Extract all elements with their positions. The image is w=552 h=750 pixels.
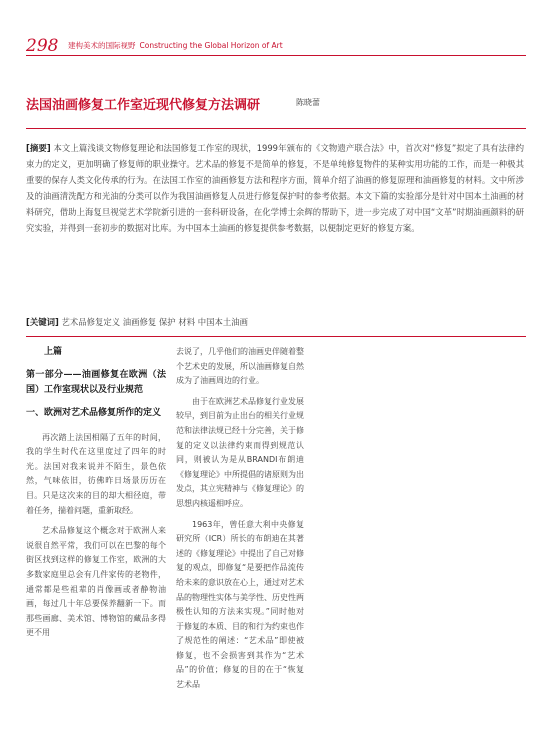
title-rule [26, 128, 526, 129]
abstract-label: [摘要] [26, 143, 51, 153]
running-header [68, 40, 283, 51]
series-title-cn: 建构美术的国际视野 [68, 41, 136, 50]
body-column-right [176, 345, 304, 693]
paragraph: 1963年，曾任意大利中央修复研究所（ICR）所长的布朗迪在其著述的《修复理论》中提出了自己对修复的观点，即修复“是要把作品流传给未来的意识放在心上，通过对艺术品的物理性实体与美学性、历史性两极性认知的方法来实现。”同时他对于修复的本质、目的和行为约束也作了规范性的阐述：“艺术品”即使被修复，也不会损害到其作为“艺术品”的价值；修复的目的在于“恢复艺术品 [176, 519, 304, 690]
series-title-en: Constructing the Global Horizon of Art [139, 41, 283, 50]
paragraph: 去说了，几乎他们的油画史伴随着整个艺术史的发展，所以油画修复自然成为了油画周边的行业。 [176, 347, 304, 386]
paragraph: 艺术品修复这个概念对于欧洲人来说很自然平常，我们可以在巴黎的每个街区找到这样的修复工作室，欧洲的大多数家庭里总会有几件家传的老物件，通常都是些祖辈的肖像画或者静物油画，每过几十年总要保养翻新一下。而那些画廊、美术馆、博物馆的藏品多得更不用 [26, 526, 166, 638]
section-title: 第一部分——油画修复在欧洲（法国）工作室现状以及行业规范 [26, 369, 166, 395]
page-header [26, 36, 526, 58]
part-label: 上篇 [44, 347, 63, 357]
abstract [26, 140, 524, 236]
paragraph: 再次踏上法国相隔了五年的时间，我的学生时代在这里度过了四年的时光。法国对我来说并不陌生，景色依然，气味依旧，彷佛昨日场景历历在目。只是这次来的目的却大相径庭，带着任务，揣着问题，重新取经。 [26, 432, 166, 515]
article-title: 法国油画修复工作室近现代修复方法调研 [26, 98, 261, 113]
header-rule [26, 55, 526, 56]
abstract-rule [26, 336, 526, 337]
keywords-label: [关键词] [26, 317, 59, 327]
keywords-text: 艺术品修复定义 油画修复 保护 材料 中国本土油画 [61, 317, 248, 327]
article-author: 陈晓蕾 [296, 98, 320, 107]
subsection-title: 一、欧洲对艺术品修复所作的定义 [26, 407, 162, 418]
abstract-text: 本文上篇浅谈文物修复理论和法国修复工作室的现状，1999年颁布的《文物遗产联合法》中，首次对“修复”拟定了具有法律约束力的定义，更加明确了修复师的职业操守。艺术品的修复不是简单的修复，不是单纯修复物件的某种实用功能的工作，而是一种极其重要的保存人类文化传承的行为。在法国工作室的油画修复方法和程序方面，简单介绍了油画的修复原理和油画修复的材料。文中所涉及的油画清洗配方和光油的分类可以作为我国油画修复人员进行修复保护时的参考依据。本文下篇的实验部分是针对中国本土油画的材料研究，借助上海复旦视觉艺术学院新引进的一套科研设备，在化学博士余辉的帮助下，进一步完成了对中国“文革”时期油画颜料的研究实验，并得到一套初步的数据对比库。为中国本土油画的修复提供参考数据，以便制定更好的修复方案。 [26, 143, 524, 233]
page-number: 298 [26, 36, 59, 56]
keywords [26, 316, 524, 328]
body-column-left [26, 345, 166, 641]
paragraph: 由于在欧洲艺术品修复行业发展较早，到目前为止出台的相关行业规范和法律法规已经十分完善，关于修复的定义以法律约束而得到规范认同，则被认为是从BRANDI布朗迪《修复理论》中所提倡的诸原则为出发点，其立宪精神与《修复理论》的思想内核遥相呼应。 [176, 396, 304, 508]
